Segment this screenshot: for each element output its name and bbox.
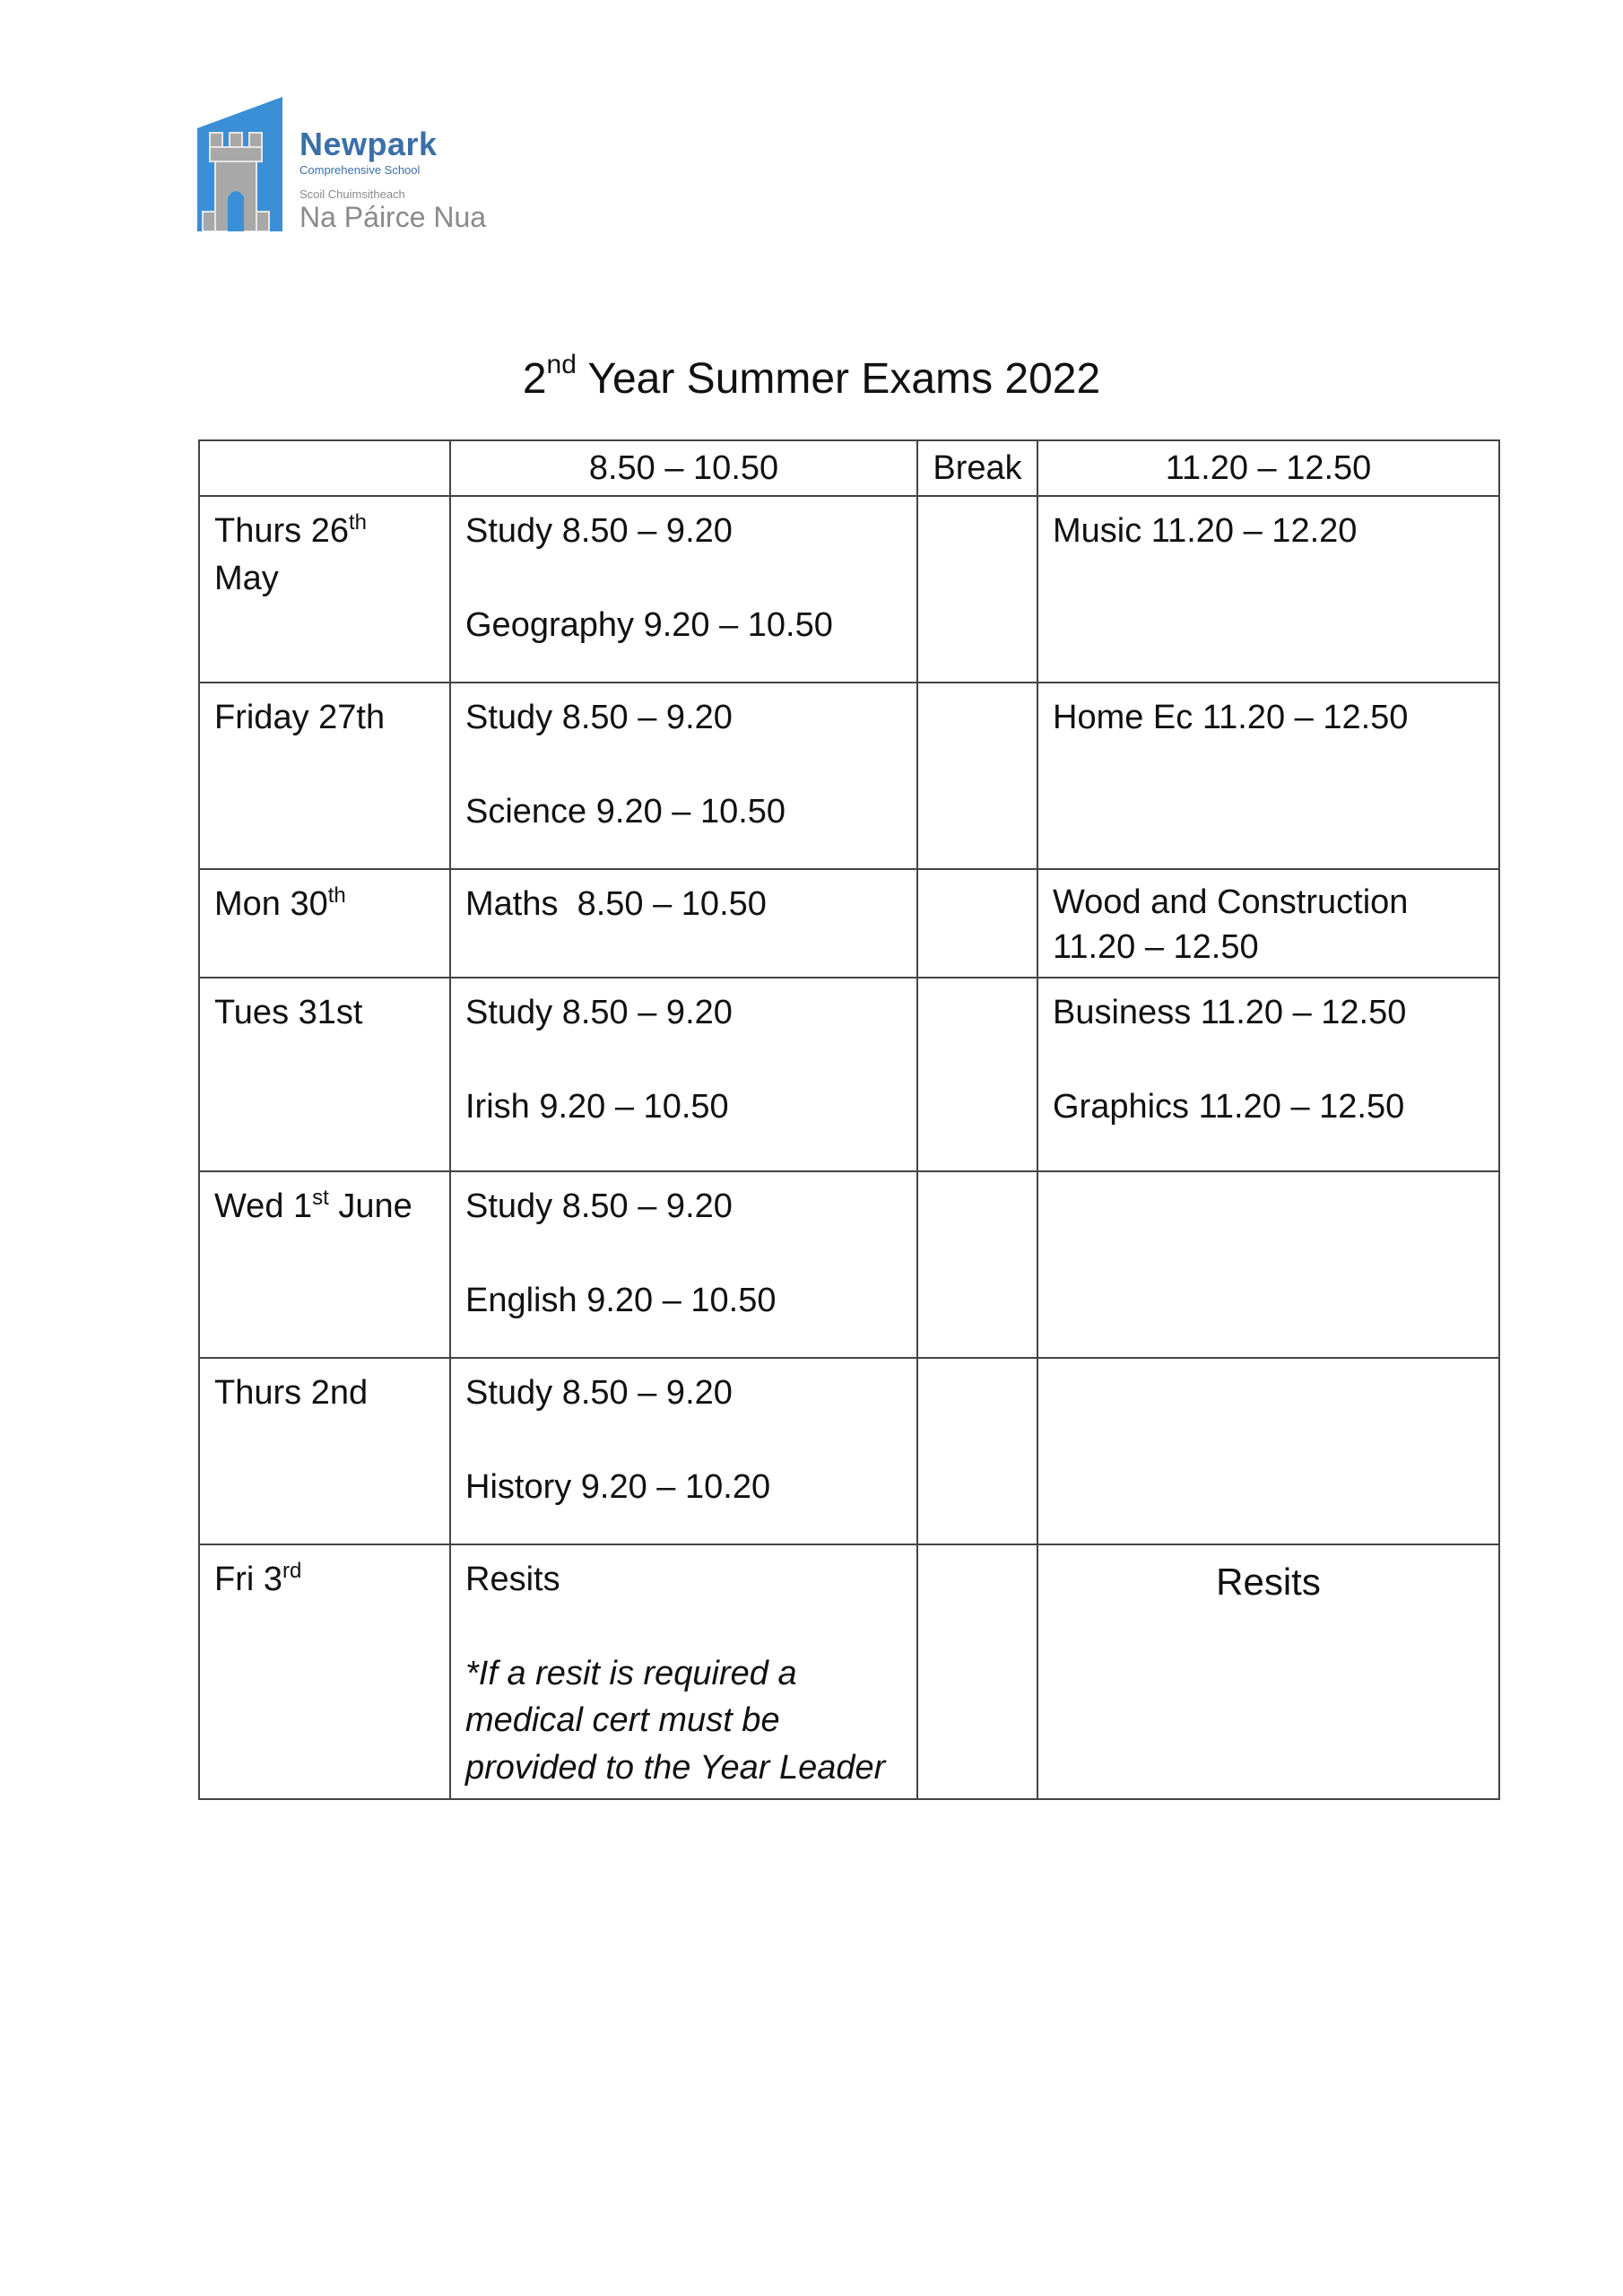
morning-cell	[450, 1358, 917, 1544]
day-superscript: st	[312, 1186, 329, 1211]
break-cell	[917, 1358, 1037, 1544]
exam-entry: Business 11.20 – 12.50	[1053, 994, 1407, 1032]
day-label: Fri 3	[214, 1561, 282, 1599]
exam-entry: Study 8.50 – 9.20	[465, 1187, 733, 1226]
morning-cell	[450, 683, 917, 869]
table-row	[199, 496, 1499, 683]
table-row	[199, 978, 1499, 1171]
exam-entry: English 9.20 – 10.50	[465, 1281, 777, 1319]
exam-entry: History 9.20 – 10.20	[465, 1467, 771, 1506]
day-label: Tues 31st	[214, 994, 363, 1032]
exam-entry: Irish 9.20 – 10.50	[465, 1087, 729, 1126]
exam-entry: Music 11.20 – 12.20	[1053, 512, 1358, 551]
school-logo	[197, 97, 493, 231]
header-cell-day	[199, 440, 450, 496]
break-cell	[917, 869, 1037, 978]
title-rest: Year Summer Exams 2022	[576, 355, 1101, 403]
morning-cell	[450, 978, 917, 1171]
resit-note-line: medical cert must be	[465, 1701, 780, 1740]
late-cell	[1037, 1544, 1499, 1799]
table-row	[199, 869, 1499, 978]
exam-entry: Maths 8.50 – 10.50	[465, 885, 767, 924]
day-cell	[199, 1171, 450, 1358]
table-row	[199, 683, 1499, 869]
page-title	[0, 350, 1623, 404]
late-cell	[1037, 869, 1499, 978]
day-superscript: th	[327, 883, 346, 909]
exam-entry: Geography 9.20 – 10.50	[465, 605, 833, 644]
logo-name: Newpark	[299, 126, 438, 162]
day-label-line2: May	[214, 559, 279, 597]
day-cell	[199, 869, 450, 978]
late-cell	[1037, 1358, 1499, 1544]
header-cell-break: Break	[917, 440, 1037, 496]
late-cell	[1037, 1171, 1499, 1358]
logo-subtitle: Comprehensive School	[299, 163, 421, 177]
exam-entry: Study 8.50 – 9.20	[465, 994, 733, 1032]
exam-schedule-table	[198, 439, 1500, 1800]
break-cell	[917, 683, 1037, 869]
day-label: Mon 30	[214, 885, 328, 924]
day-superscript: th	[348, 510, 367, 535]
morning-cell	[450, 869, 917, 978]
table-row	[199, 1544, 1499, 1799]
break-cell	[917, 1544, 1037, 1799]
exam-entry: Resits	[465, 1561, 560, 1599]
break-cell	[917, 496, 1037, 683]
title-prefix: 2	[522, 355, 547, 403]
tower-logo-icon	[197, 97, 296, 231]
late-cell	[1037, 496, 1499, 683]
day-cell	[199, 683, 450, 869]
late-cell	[1037, 683, 1499, 869]
logo-irish-subtitle: Scoil Chuimsitheach	[299, 187, 405, 201]
table-header-row	[199, 440, 1499, 496]
morning-cell	[450, 496, 917, 683]
exam-entry-time: 11.20 – 12.50	[1053, 927, 1259, 966]
day-cell	[199, 978, 450, 1171]
exam-entry: Study 8.50 – 9.20	[465, 1374, 733, 1413]
table-row	[199, 1171, 1499, 1358]
day-label: Thurs 26	[214, 512, 349, 551]
day-label: Thurs 2nd	[214, 1374, 369, 1413]
break-cell	[917, 1171, 1037, 1358]
day-label: Wed 1	[214, 1187, 313, 1226]
exam-entry: Study 8.50 – 9.20	[465, 699, 733, 737]
day-cell	[199, 496, 450, 683]
exam-entry: Home Ec 11.20 – 12.50	[1053, 699, 1409, 737]
day-label: Friday 27th	[214, 699, 386, 737]
exam-entry: Graphics 11.20 – 12.50	[1053, 1087, 1405, 1126]
exam-entry: Resits	[1216, 1561, 1321, 1604]
exam-entry: Study 8.50 – 9.20	[465, 512, 733, 551]
logo-irish-name: Na Páirce Nua	[299, 201, 487, 233]
resit-note-line: provided to the Year Leader	[465, 1748, 886, 1787]
header-cell-late-morning: 11.20 – 12.50	[1037, 440, 1499, 496]
late-cell	[1037, 978, 1499, 1171]
morning-cell	[450, 1171, 917, 1358]
day-superscript: rd	[282, 1559, 302, 1584]
morning-cell	[450, 1544, 917, 1799]
resit-note-line: *If a resit is required a	[465, 1654, 797, 1692]
day-cell	[199, 1544, 450, 1799]
table-row	[199, 1358, 1499, 1544]
title-superscript: nd	[546, 350, 577, 379]
day-cell	[199, 1358, 450, 1544]
resit-note	[465, 1655, 885, 1787]
break-cell	[917, 978, 1037, 1171]
header-cell-morning: 8.50 – 10.50	[450, 440, 917, 496]
day-label-suffix: June	[328, 1187, 412, 1226]
exam-entry: Science 9.20 – 10.50	[465, 792, 786, 831]
exam-entry: Wood and Construction	[1053, 883, 1409, 922]
